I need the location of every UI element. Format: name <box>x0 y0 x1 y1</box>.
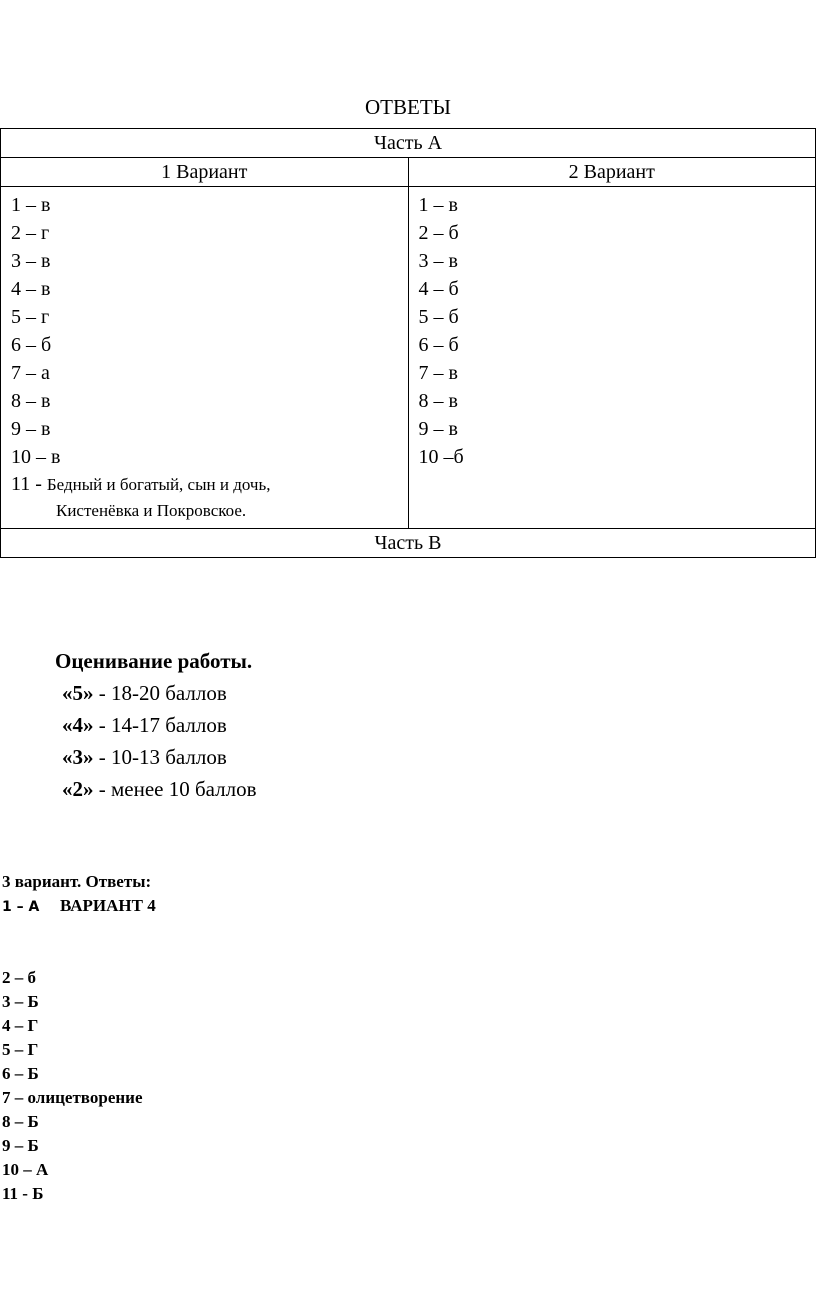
answer-item-11-line2: Кистенёвка и Покровское. <box>56 501 247 520</box>
variant3-answer: 5 – Г <box>2 1040 39 1059</box>
variant3-title: 3 вариант. Ответы: <box>2 872 152 891</box>
variant3-answer: 11 - Б <box>2 1184 44 1203</box>
grade-line <box>55 709 257 741</box>
answer-item: 8 – в <box>11 390 51 412</box>
grade-mark: «2» <box>62 777 94 801</box>
answer-item: 4 – в <box>11 278 51 300</box>
variant3-answer: 8 – Б <box>2 1112 39 1131</box>
variant4-label: ВАРИАНТ 4 <box>60 896 156 915</box>
part-a-header: Часть А <box>1 129 816 158</box>
answer-item: 6 – б <box>11 334 52 356</box>
variant3-answer: 7 – олицетворение <box>2 1088 143 1107</box>
answer-item: 2 – б <box>418 222 459 244</box>
variant3-first-line <box>2 894 156 918</box>
answer-item: 7 – а <box>11 362 50 384</box>
answers-table <box>0 128 816 558</box>
answer-item: 9 – в <box>11 418 51 440</box>
variant3-answer: 6 – Б <box>2 1064 39 1083</box>
grade-line <box>55 741 257 773</box>
variant1-answers <box>1 187 409 529</box>
answer-item-11 <box>11 471 408 528</box>
answer-item: 8 – в <box>418 390 458 412</box>
grade-mark: «3» <box>62 745 94 769</box>
answer-item: 4 – б <box>418 278 459 300</box>
grade-range: - 18-20 баллов <box>93 681 227 705</box>
answer-item-11-number: 11 - <box>11 473 42 495</box>
answer-item: 10 – в <box>11 446 61 468</box>
answer-item: 5 – б <box>418 306 459 328</box>
answer-item: 10 –б <box>418 446 464 468</box>
grade-mark: «4» <box>62 713 94 737</box>
grade-range: - менее 10 баллов <box>93 777 257 801</box>
variant2-answers <box>408 187 816 529</box>
variant3-answer: 4 – Г <box>2 1016 39 1035</box>
grading-section <box>55 645 257 805</box>
grade-range: - 10-13 баллов <box>93 745 227 769</box>
page-title: ОТВЕТЫ <box>365 95 451 119</box>
variant3-answer: 9 – Б <box>2 1136 39 1155</box>
grade-range: - 14-17 баллов <box>93 713 227 737</box>
part-b-header: Часть В <box>1 529 816 558</box>
variant3-answer-1: 1 – А <box>2 899 40 915</box>
answer-item-11-line1: Бедный и богатый, сын и дочь, <box>46 475 271 494</box>
answer-item: 3 – в <box>418 250 458 272</box>
answer-item: 9 – в <box>418 418 458 440</box>
variant3-section <box>2 870 156 1206</box>
answer-item: 5 – г <box>11 306 50 328</box>
variant1-header: 1 Вариант <box>1 158 409 187</box>
variant3-answer: 3 – Б <box>2 992 39 1011</box>
answer-item: 2 – г <box>11 222 50 244</box>
grade-line <box>55 677 257 709</box>
answer-item: 6 – б <box>418 334 459 356</box>
answer-item: 1 – в <box>418 194 458 216</box>
variant2-header: 2 Вариант <box>408 158 816 187</box>
grading-title: Оценивание работы. <box>55 649 253 673</box>
answer-item: 1 – в <box>11 194 51 216</box>
variant3-answer: 2 – б <box>2 968 36 987</box>
answer-item: 7 – в <box>418 362 458 384</box>
answer-item: 3 – в <box>11 250 51 272</box>
grade-mark: «5» <box>62 681 94 705</box>
variant3-answer: 10 – А <box>2 1160 49 1179</box>
grade-line <box>55 773 257 805</box>
